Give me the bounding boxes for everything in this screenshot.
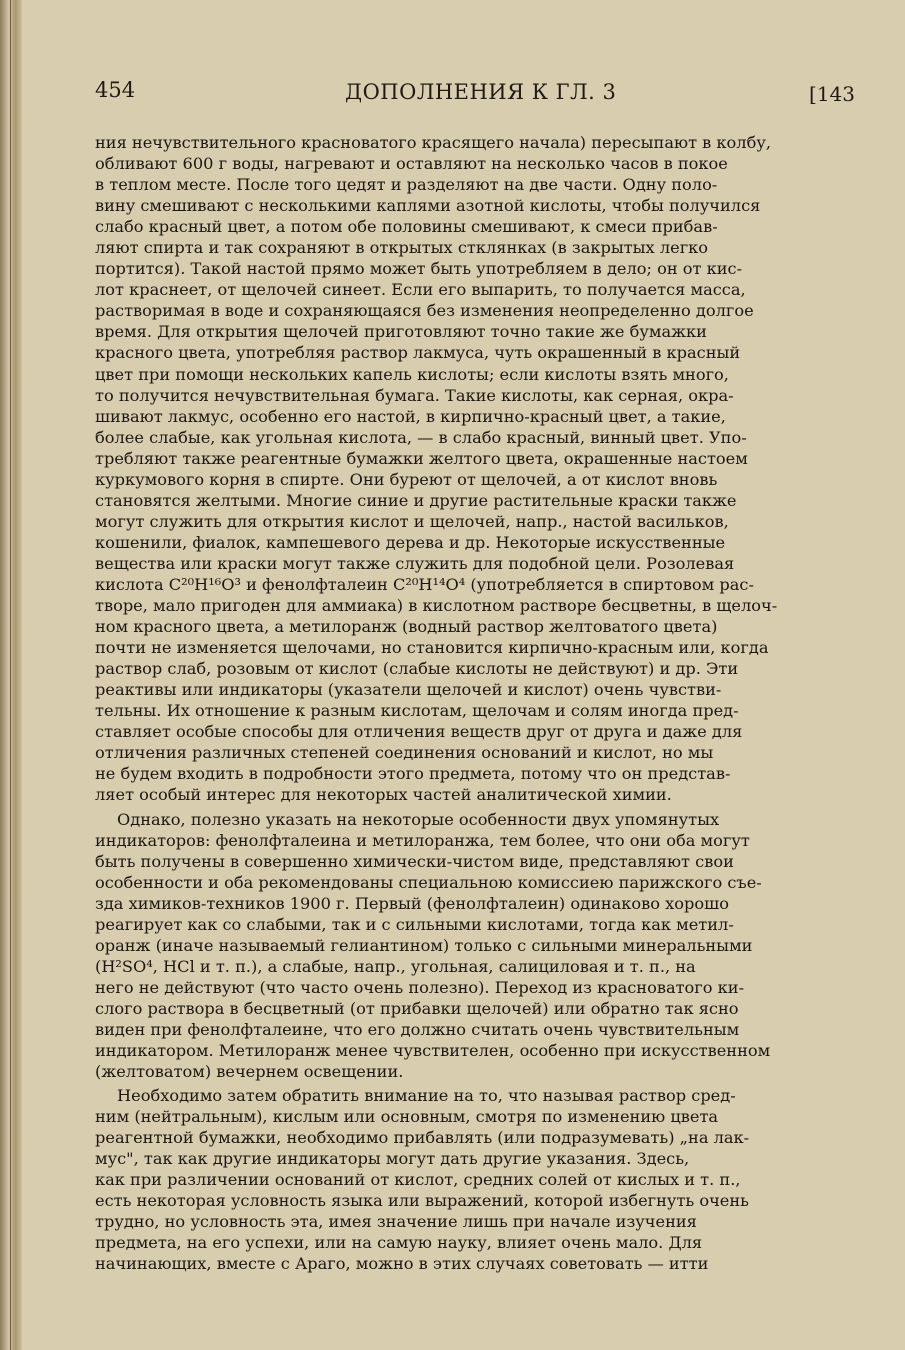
text-line: Однако, полезно указать на некоторые особенности двух упомянутых bbox=[117, 809, 720, 829]
text-line: обливают 600 г воды, нагревают и оставляют на несколько часов в покое bbox=[95, 154, 728, 174]
text-line: цвет при помощи нескольких капель кислоты; если кислоты взять много, bbox=[95, 364, 729, 384]
text-line: в теплом месте. После того цедят и разделяют на две части. Одну поло- bbox=[95, 175, 718, 195]
text-line: реактивы или индикаторы (указатели щелочей и кислот) очень чувстви- bbox=[95, 680, 722, 700]
text-line: ляют спирта и так сохраняют в открытых стклянках (в закрытых легко bbox=[95, 238, 709, 258]
text-line: ставляет особые способы для отличения веществ друг от друга и даже для bbox=[95, 722, 743, 742]
text-line: растворимая в воде и сохраняющаяся без изменения неопределенно долгое bbox=[95, 301, 754, 321]
text-line: не будем входить в подробности этого предмета, потому что он представ- bbox=[95, 764, 731, 784]
text-line: слабо красный цвет, а потом обе половины смешивают, к смеси прибав- bbox=[95, 217, 718, 237]
paragraph bbox=[95, 809, 865, 1083]
running-title: ДОПОЛНЕНИЯ К ГЛ. 3 bbox=[345, 80, 617, 104]
text-line: трудно, но условность эта, имея значение лишь при начале изучения bbox=[95, 1212, 697, 1232]
text-line: раствор слаб, розовым от кислот (слабые кислоты не действуют) и др. Эти bbox=[95, 659, 739, 679]
text-line: красного цвета, употребляя раствор лакмуса, чуть окрашенный в красный bbox=[95, 343, 741, 363]
text-line: почти не изменяется щелочами, но становится кирпично-красным или, когда bbox=[95, 638, 769, 658]
page-edge-line bbox=[10, 0, 11, 1350]
text-line: (желтоватом) вечернем освещении. bbox=[95, 1062, 404, 1082]
text-line: слого раствора в бесцветный (от прибавки щелочей) или обратно так ясно bbox=[95, 998, 739, 1018]
text-line: индикатором. Метилоранж менее чувствителен, особенно при искусственном bbox=[95, 1041, 771, 1061]
text-line: реагентной бумажки, необходимо прибавлять (или подразумевать) „на лак- bbox=[95, 1128, 750, 1148]
text-line: начинающих, вместе с Араго, можно в этих случаях советовать — итти bbox=[95, 1254, 709, 1274]
text-line: могут служить для открытия кислот и щелочей, напр., настой васильков, bbox=[95, 511, 729, 531]
text-line: мус", так как другие индикаторы могут дать другие указания. Здесь, bbox=[95, 1149, 690, 1169]
text-line: предмета, на его успехи, или на самую науку, влияет очень мало. Для bbox=[95, 1233, 703, 1253]
text-line: особенности и оба рекомендованы специальною комиссиею парижского съе- bbox=[95, 872, 762, 892]
text-line: ном красного цвета, а метилоранж (водный раствор желтоватого цвета) bbox=[95, 617, 718, 637]
text-line: то получится нечувствительная бумага. Такие кислоты, как серная, окра- bbox=[95, 385, 734, 405]
text-line: время. Для открытия щелочей приготовляют точно такие же бумажки bbox=[95, 322, 707, 342]
page-number: 454 bbox=[95, 78, 136, 102]
text-line: есть некоторая условность языка или выражений, которой избегнуть очень bbox=[95, 1191, 749, 1211]
text-line: (H²SO⁴, HCl и т. п.), а слабые, напр., угольная, салициловая и т. п., на bbox=[95, 956, 696, 976]
section-number: [143 bbox=[809, 82, 855, 106]
text-line: отличения различных степеней соединения оснований и кислот, но мы bbox=[95, 743, 714, 763]
text-line: индикаторов: фенолфталеина и метилоранжа, тем более, что они оба могут bbox=[95, 830, 750, 850]
text-line: реагирует как со слабыми, так и с сильными кислотами, тогда как метил- bbox=[95, 914, 734, 934]
text-line: зда химиков-техников 1900 г. Первый (фенолфталеин) одинаково хорошо bbox=[95, 893, 729, 913]
paragraph bbox=[95, 1085, 865, 1274]
text-line: лот краснеет, от щелочей синеет. Если его выпарить, то получается масса, bbox=[95, 280, 746, 300]
text-line: кошенили, фиалок, кампешевого дерева и др. Некоторые искусственные bbox=[95, 532, 726, 552]
text-line: портится). Такой настой прямо может быть употребляем в дело; он от кис- bbox=[95, 259, 743, 279]
text-line: него не действуют (что часто очень полезно). Переход из красноватого ки- bbox=[95, 977, 745, 997]
text-line: ния нечувствительного красноватого красящего начала) пересыпают в колбу, bbox=[95, 133, 771, 152]
text-line: как при различении оснований от кислот, средних солей от кислых и т. п., bbox=[95, 1170, 741, 1190]
text-line: тельны. Их отношение к разным кислотам, щелочам и солям иногда пред- bbox=[95, 701, 739, 721]
text-line: вину смешивают с несколькими каплями азотной кислоты, чтобы получился bbox=[95, 196, 761, 216]
text-line: виден при фенолфталеине, что его должно считать очень чувствительным bbox=[95, 1019, 740, 1039]
text-line: Необходимо затем обратить внимание на то, что называя раствор сред- bbox=[117, 1086, 736, 1106]
text-line: творе, мало пригоден для аммиака) в кислотном растворе бесцветны, в щелоч- bbox=[95, 596, 778, 616]
body-text bbox=[95, 132, 865, 1278]
text-line: шивают лакмус, особенно его настой, в кирпично-красный цвет, а такие, bbox=[95, 406, 726, 426]
paragraph bbox=[95, 132, 865, 806]
page-edge bbox=[0, 0, 22, 1350]
text-line: требляют также реагентные бумажки желтого цвета, окрашенные настоем bbox=[95, 448, 748, 468]
text-line: ляет особый интерес для некоторых частей аналитической химии. bbox=[95, 785, 672, 805]
text-line: быть получены в совершенно химически-чистом виде, представляют свои bbox=[95, 851, 734, 871]
text-line: оранж (иначе называемый гелиантином) только с сильными минеральными bbox=[95, 935, 753, 955]
running-header bbox=[95, 78, 855, 108]
text-line: кислота C²⁰H¹⁶O³ и фенолфталеин C²⁰H¹⁴O⁴ (употребляется в спиртовом рас- bbox=[95, 574, 754, 594]
text-line: более слабые, как угольная кислота, — в слабо красный, винный цвет. Упо- bbox=[95, 427, 747, 447]
text-line: куркумового корня в спирте. Они буреют от щелочей, а от кислот вновь bbox=[95, 469, 718, 489]
text-line: становятся желтыми. Многие синие и другие растительные краски также bbox=[95, 490, 737, 510]
text-line: вещества или краски могут также служить для подобной цели. Розолевая bbox=[95, 553, 735, 573]
text-line: ним (нейтральным), кислым или основным, смотря по изменению цвета bbox=[95, 1107, 719, 1127]
